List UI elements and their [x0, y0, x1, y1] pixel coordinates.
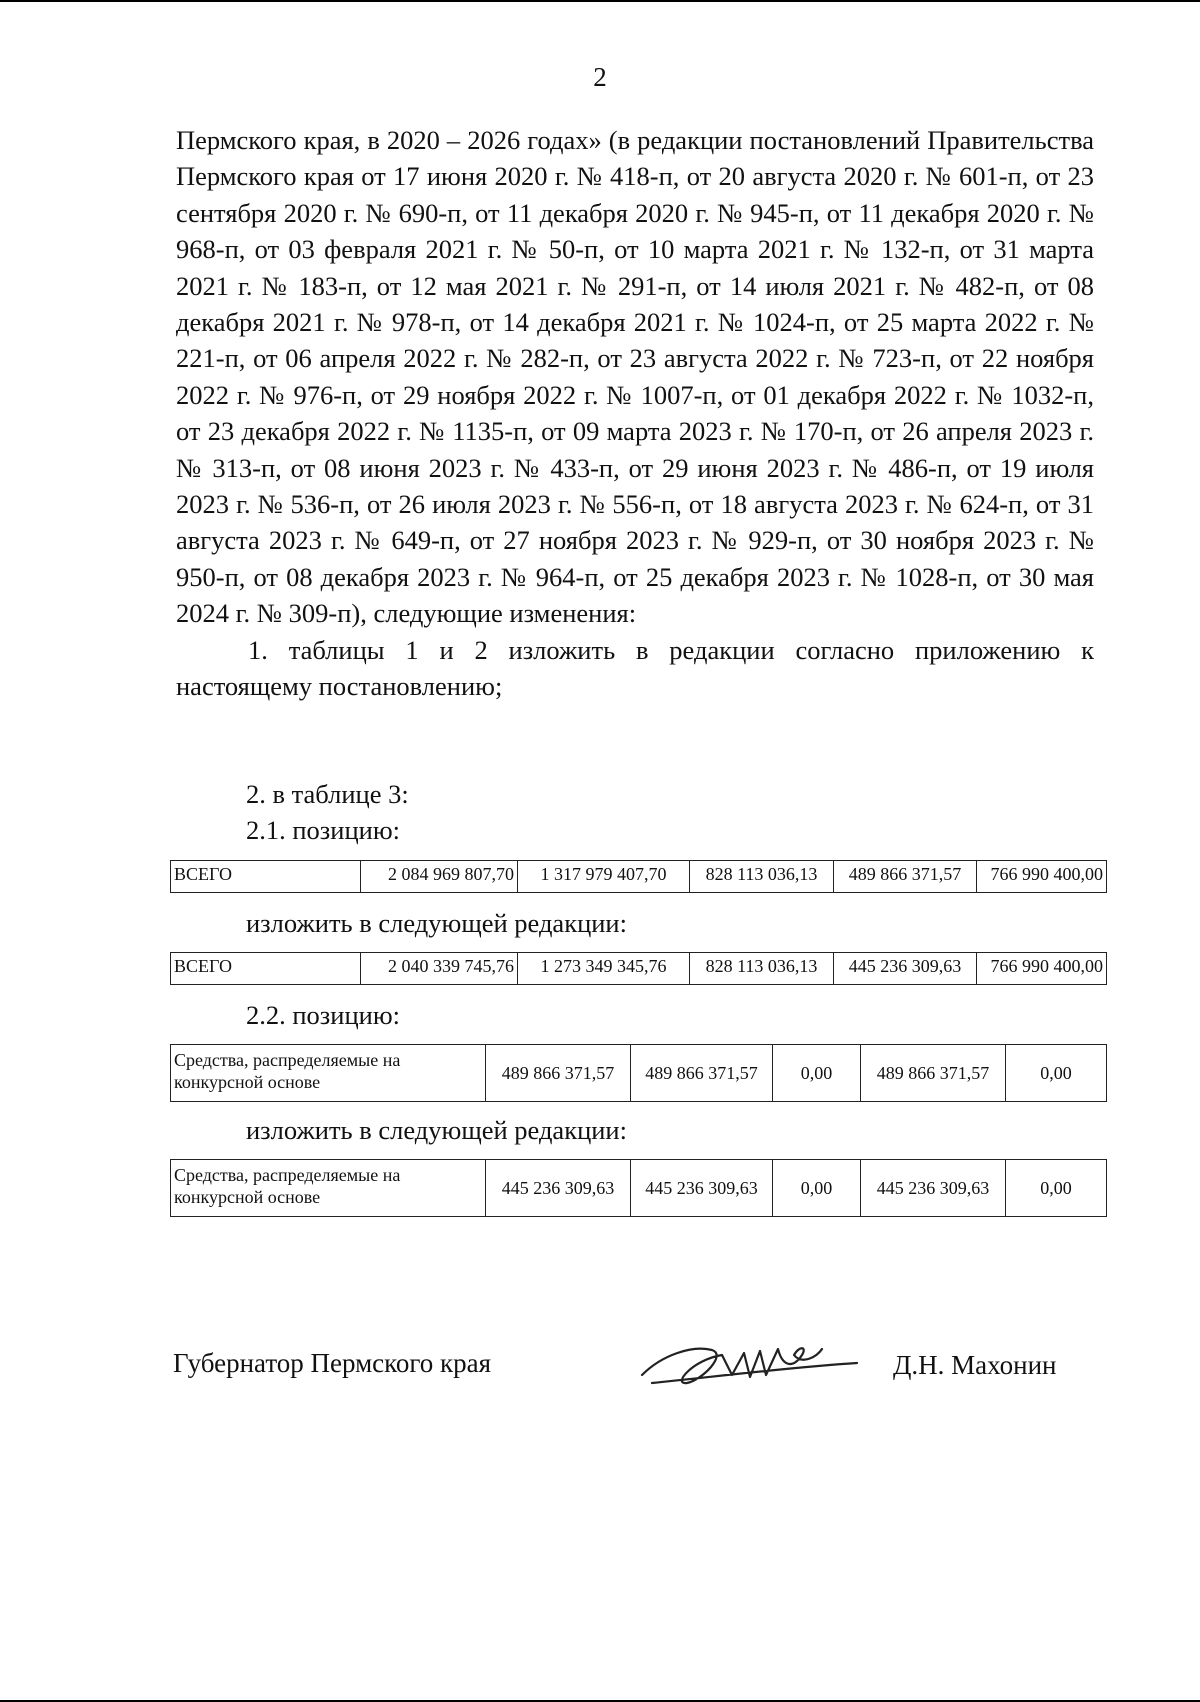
cell-label: ВСЕГО	[171, 953, 361, 985]
replace-text-1: изложить в следующей редакции:	[246, 908, 627, 938]
table-row	[171, 1160, 1107, 1217]
cell-value: 2 040 339 745,76	[361, 953, 518, 985]
table-total-old	[170, 860, 1107, 893]
item-2-1-heading: 2.1. позицию:	[246, 815, 400, 845]
cell-value: 828 113 036,13	[690, 953, 834, 985]
document-body	[176, 122, 1094, 705]
cell-value: 0,00	[1006, 1045, 1107, 1102]
page-number: 2	[593, 62, 607, 92]
cell-value: 766 990 400,00	[977, 953, 1107, 985]
cell-value: 0,00	[1006, 1160, 1107, 1217]
table-row	[171, 1045, 1107, 1102]
table-row	[171, 953, 1107, 985]
handwritten-signature	[632, 1325, 862, 1395]
cell-value: 445 236 309,63	[861, 1160, 1006, 1217]
signatory-name: Д.Н. Махонин	[893, 1350, 1057, 1380]
cell-value: 489 866 371,57	[861, 1045, 1006, 1102]
paragraph-item-1: 1. таблицы 1 и 2 изложить в редакции согласно приложению к настоящему постановлению;	[176, 634, 1094, 702]
cell-value: 766 990 400,00	[977, 861, 1107, 893]
table-competitive-new	[170, 1159, 1107, 1217]
table-row	[171, 861, 1107, 893]
cell-value: 445 236 309,63	[834, 953, 977, 985]
replace-text-2: изложить в следующей редакции:	[246, 1115, 627, 1145]
cell-value: 489 866 371,57	[486, 1045, 631, 1102]
signatory-position: Губернатор Пермского края	[173, 1348, 492, 1378]
table-competitive-old	[170, 1044, 1107, 1102]
cell-value: 1 317 979 407,70	[518, 861, 690, 893]
item-2-heading: 2. в таблице 3:	[246, 779, 409, 809]
cell-value: 2 084 969 807,70	[361, 861, 518, 893]
item-2-2-heading: 2.2. позицию:	[246, 1000, 400, 1030]
table-total-new	[170, 952, 1107, 985]
cell-value: 489 866 371,57	[631, 1045, 773, 1102]
cell-value: 0,00	[773, 1160, 861, 1217]
cell-value: 0,00	[773, 1045, 861, 1102]
cell-value: 445 236 309,63	[631, 1160, 773, 1217]
paragraph-amendments-list: Пермского края, в 2020 – 2026 годах» (в редакции постановлений Правительства Пермского края от 17 июня 2020 г. № 418-п, от 20 августа 2020 г. № 601-п, от 23 сентября 2020 г. № 690-п, от 11 декабря 2020 г. № 945-п, от 11 декабря 2020 г. № 968-п, от 03 февраля 2021 г. № 50-п, от 10 марта 2021 г. № 132-п, от 31 марта 2021 г. № 183-п, от 12 мая 2021 г. № 291-п, от 14 июля 2021 г. № 482-п, от 08 декабря 2021 г. № 978-п, от 14 декабря 2021 г. № 1024-п, от 25 марта 2022 г. № 221-п, от 06 апреля 2022 г. № 282-п, от 23 августа 2022 г. № 723-п, от 22 ноября 2022 г. № 976-п, от 29 ноября 2022 г. № 1007-п, от 01 декабря 2022 г. № 1032-п, от 23 декабря 2022 г. № 1135-п, от 09 марта 2023 г. № 170-п, от 26 апреля 2023 г. № 313-п, от 08 июня 2023 г. № 433-п, от 29 июня 2023 г. № 486-п, от 19 июля 2023 г. № 536-п, от 26 июля 2023 г. № 556-п, от 18 августа 2023 г. № 624-п, от 31 августа 2023 г. № 649-п, от 27 ноября 2023 г. № 929-п, от 30 ноября 2023 г. № 950-п, от 08 декабря 2023 г. № 964-п, от 25 декабря 2023 г. № 1028-п, от 30 мая 2024 г. № 309-п), следующие изменения:	[176, 125, 1094, 629]
cell-label: Средства, распределяемые на конкурсной основе	[171, 1045, 486, 1102]
cell-label: ВСЕГО	[171, 861, 361, 893]
cell-label: Средства, распределяемые на конкурсной основе	[171, 1160, 486, 1217]
cell-value: 489 866 371,57	[834, 861, 977, 893]
page-top-border	[0, 0, 1200, 2]
cell-value: 1 273 349 345,76	[518, 953, 690, 985]
cell-value: 445 236 309,63	[486, 1160, 631, 1217]
cell-value: 828 113 036,13	[690, 861, 834, 893]
